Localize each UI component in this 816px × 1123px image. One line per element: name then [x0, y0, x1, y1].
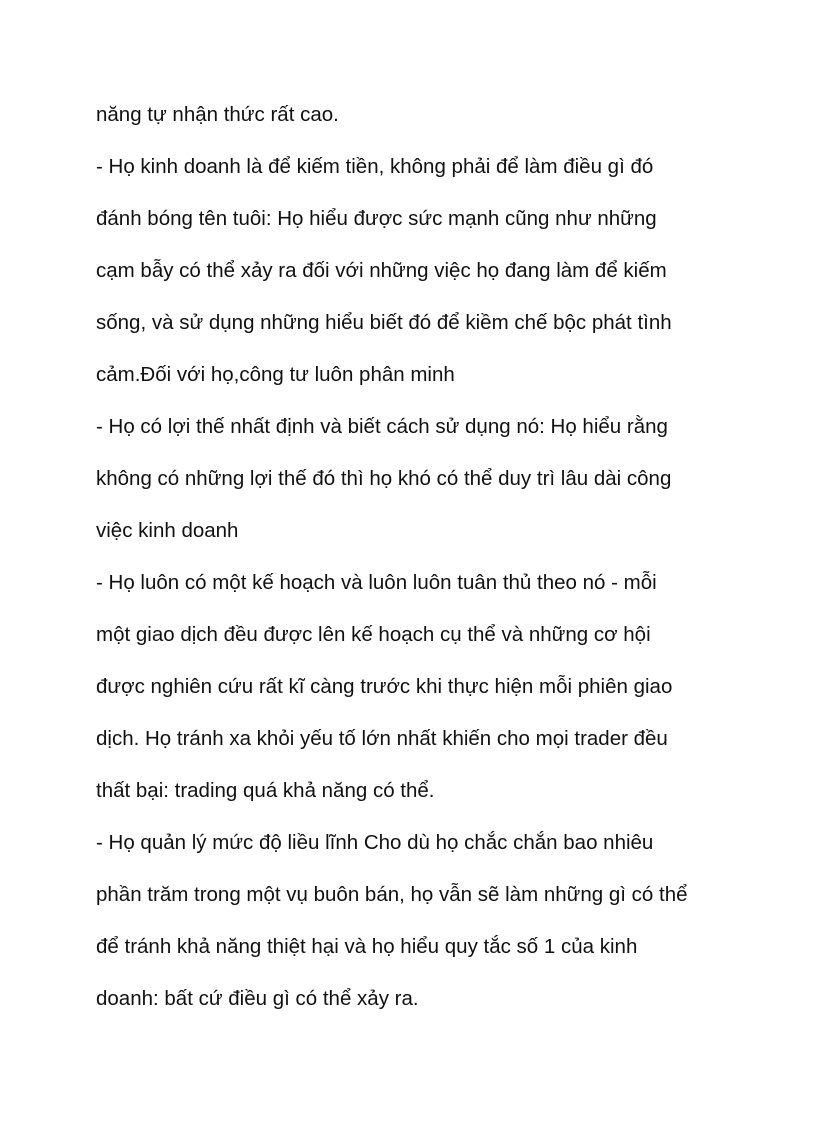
text-line: - Họ quản lý mức độ liều lĩnh Cho dù họ chắc chắn bao nhiêu	[96, 831, 654, 854]
text-line: năng tự nhận thức rất cao.	[96, 103, 339, 126]
text-line: để tránh khả năng thiệt hại và họ hiểu quy tắc số 1 của kinh	[96, 935, 638, 958]
text-line: doanh: bất cứ điều gì có thể xảy ra.	[96, 987, 419, 1010]
text-line: cảm.Đối với họ,công tư luôn phân minh	[96, 363, 455, 386]
text-line: đánh bóng tên tuôi: Họ hiểu được sức mạnh cũng như những	[96, 207, 657, 230]
text-line: - Họ có lợi thế nhất định và biết cách sử dụng nó: Họ hiểu rằng	[96, 415, 668, 438]
text-line: dịch. Họ tránh xa khỏi yếu tố lớn nhất khiến cho mọi trader đều	[96, 727, 668, 750]
text-line: - Họ kinh doanh là để kiếm tiền, không phải để làm điều gì đó	[96, 155, 654, 178]
text-line: sống, và sử dụng những hiểu biết đó để kiềm chế bộc phát tình	[96, 311, 672, 334]
text-line: - Họ luôn có một kế hoạch và luôn luôn tuân thủ theo nó - mỗi	[96, 571, 657, 594]
text-line: việc kinh doanh	[96, 519, 239, 542]
text-line: được nghiên cứu rất kĩ càng trước khi thực hiện mỗi phiên giao	[96, 675, 673, 698]
text-line: một giao dịch đều được lên kế hoạch cụ thể và những cơ hội	[96, 623, 651, 646]
text-line: thất bại: trading quá khả năng có thể.	[96, 779, 435, 802]
text-line: phần trăm trong một vụ buôn bán, họ vẫn sẽ làm những gì có thể	[96, 883, 688, 906]
text-line: không có những lợi thế đó thì họ khó có thể duy trì lâu dài công	[96, 467, 672, 490]
text-line: cạm bẫy có thể xảy ra đối với những việc họ đang làm để kiếm	[96, 259, 667, 282]
